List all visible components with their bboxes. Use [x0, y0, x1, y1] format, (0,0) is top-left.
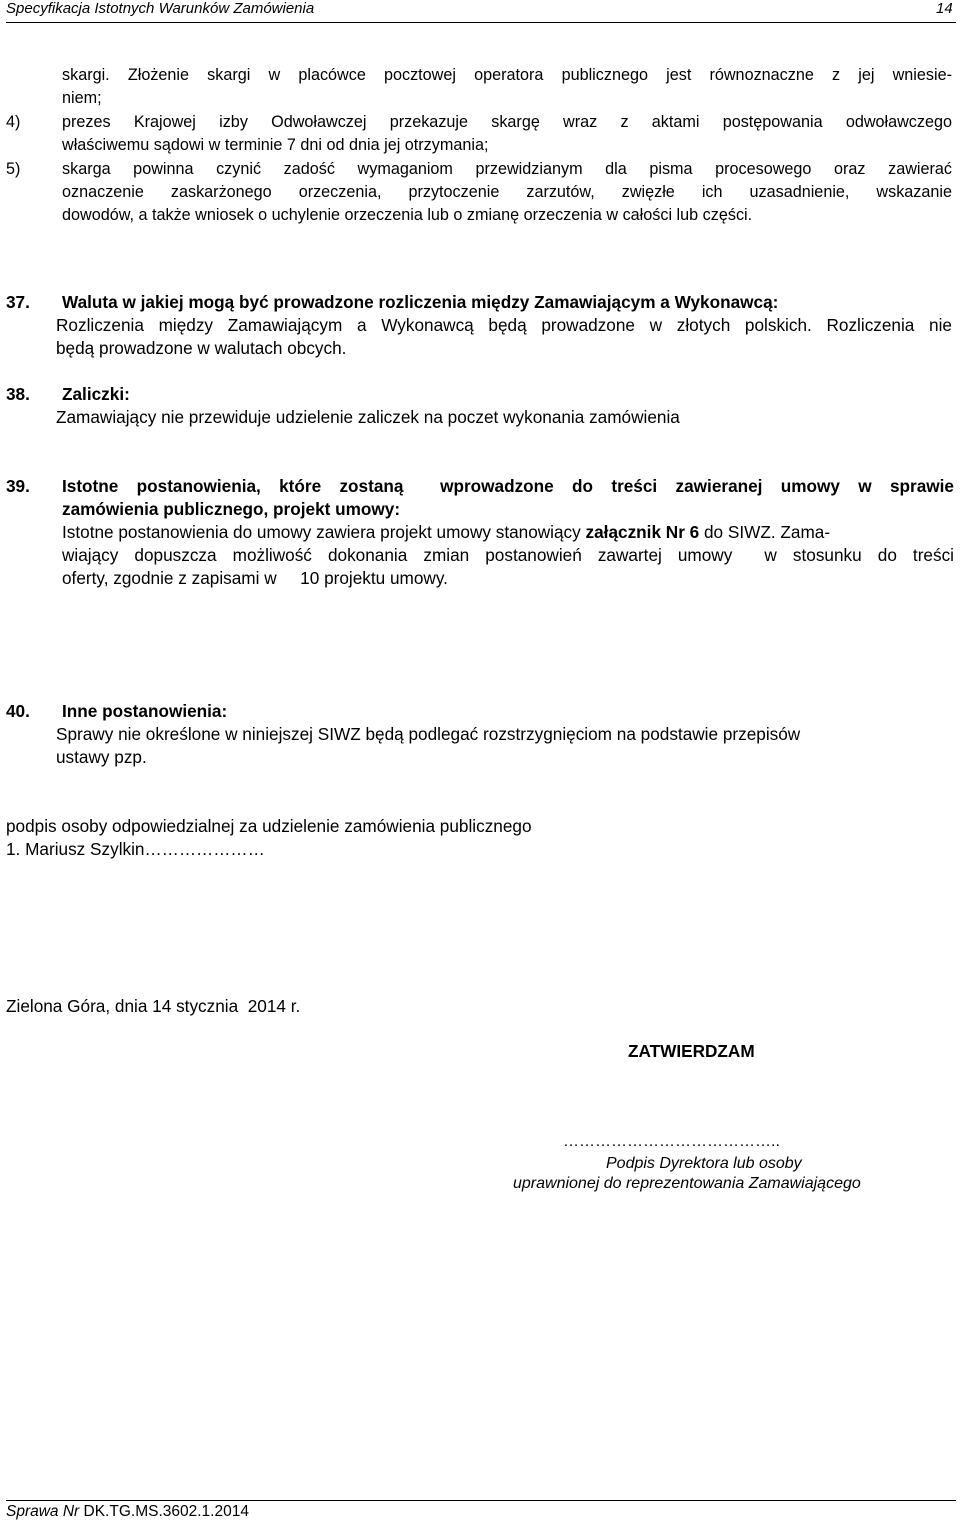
section-text-line: będą prowadzone w walutach obcych.: [56, 338, 347, 358]
document-title: Specyfikacja Istotnych Warunków Zamówienia: [6, 0, 315, 17]
section-text-line: [62, 521, 954, 544]
section-text-line: ustawy pzp.: [56, 747, 147, 767]
attachment-reference: załącznik Nr 6: [585, 522, 700, 542]
signature-caption: Podpis Dyrektora lub osoby: [606, 1155, 802, 1172]
list-number: 5): [6, 160, 21, 178]
paragraph-line: skargi. Złożenie skargi w placówce pocztowej operatora publicznego jest równoznaczne z jej wniesie-: [62, 66, 952, 84]
list-item-line: właściwemu sądowi w terminie 7 dni od dnia jej otrzymania;: [62, 136, 489, 154]
section-number: 40.: [6, 701, 30, 721]
section-text-line: oferty, zgodnie z zapisami w 10 projektu umowy.: [62, 568, 448, 588]
section-text: Istotne postanowienia do umowy zawiera projekt umowy stanowiący załącznik Nr 6 do SIWZ. Zama-: [62, 522, 831, 542]
section-heading: zamówienia publicznego, projekt umowy:: [62, 499, 401, 519]
list-item-line: dowodów, a także wniosek o uchylenie orzeczenia lub o zmianę orzeczenia w całości lub części.: [62, 206, 753, 224]
approval-title: ZATWIERDZAM: [628, 1041, 755, 1061]
header-rule: [6, 22, 956, 23]
place-and-date: Zielona Góra, dnia 14 stycznia 2014 r.: [6, 996, 301, 1016]
section-number: 39.: [6, 476, 30, 496]
section-text-line: Rozliczenia między Zamawiającym a Wykonawcą będą prowadzone w złotych polskich. Rozliczenia nie: [56, 315, 952, 335]
section-heading: Zaliczki:: [62, 384, 130, 404]
section-number: 38.: [6, 384, 30, 404]
section-text-line: Zamawiający nie przewiduje udzielenie zaliczek na poczet wykonania zamówienia: [56, 407, 680, 427]
section-heading: Istotne postanowienia, które zostaną wprowadzone do treści zawieranej umowy w sprawie: [62, 476, 954, 496]
footer-case-number: Sprawa Nr DK.TG.MS.3602.1.2014: [6, 1503, 249, 1520]
signature-caption: uprawnionej do reprezentowania Zamawiającego: [513, 1175, 861, 1192]
list-item-line: oznaczenie zaskarżonego orzeczenia, przytoczenie zarzutów, zwięzłe ich uzasadnienie, wskazanie: [62, 183, 952, 201]
signature-dots: …………………………………..: [563, 1133, 780, 1150]
section-text-line: wiający dopuszcza możliwość dokonania zmian postanowień zawartej umowy w stosunku do treści: [62, 545, 954, 565]
list-item-line: prezes Krajowej izby Odwoławczej przekazuje skargę wraz z aktami postępowania odwoławczego: [62, 113, 952, 131]
section-text-line: Sprawy nie określone w niniejszej SIWZ będą podlegać rozstrzygnięciom na podstawie przepisów: [56, 724, 801, 744]
signature-label: podpis osoby odpowiedzialnej za udzielenie zamówienia publicznego: [6, 816, 532, 836]
section-number: 37.: [6, 292, 30, 312]
footer-rule: [6, 1500, 956, 1501]
list-item-line: skarga powinna czynić zadość wymaganiom przewidzianym dla pisma procesowego oraz zawierać: [62, 160, 952, 178]
page-number: 14: [936, 0, 953, 17]
section-heading: Inne postanowienia:: [62, 701, 228, 721]
section-heading: Waluta w jakiej mogą być prowadzone rozliczenia między Zamawiającym a Wykonawcą:: [62, 292, 779, 312]
list-number: 4): [6, 113, 21, 131]
paragraph-line: niem;: [62, 89, 102, 107]
signatory-name: 1. Mariusz Szylkin…………………: [6, 839, 265, 859]
